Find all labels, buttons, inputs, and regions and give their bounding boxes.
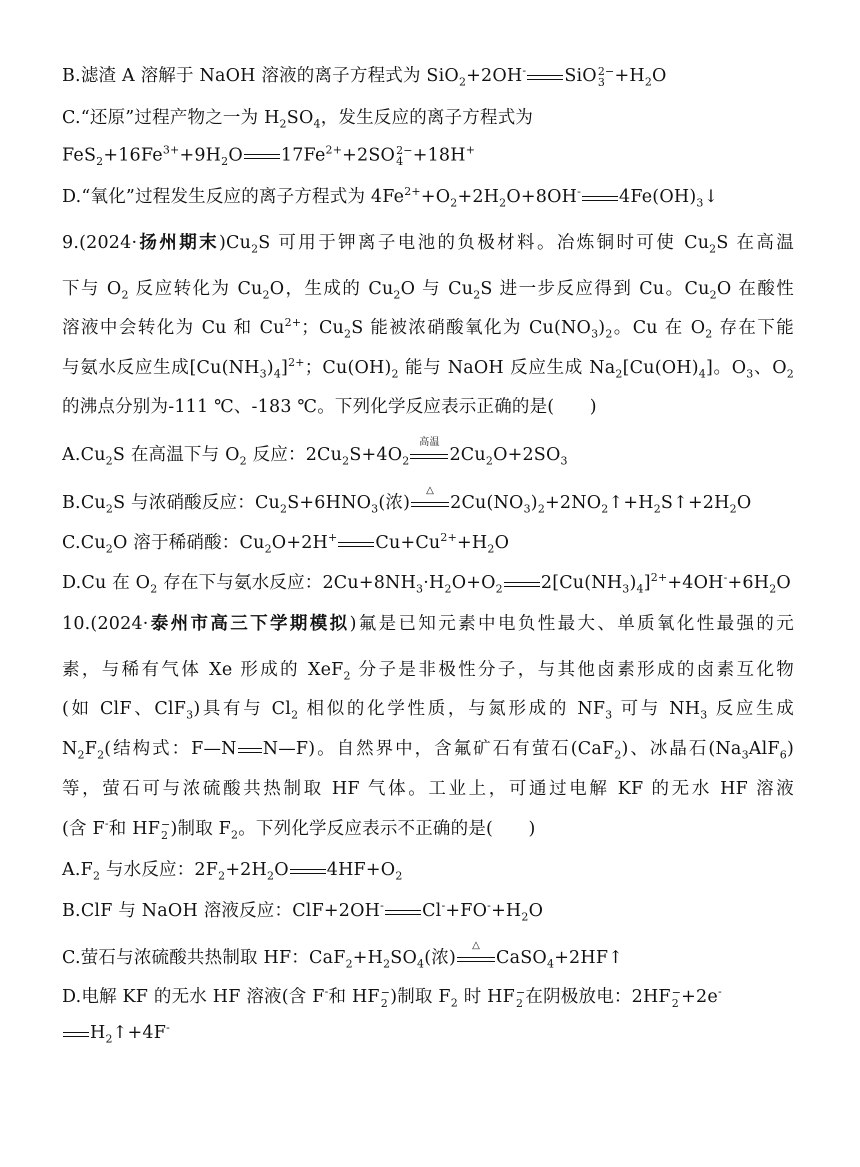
question-9-stem-line4: 与氨水反应生成$[Cu(NH_3)_4]^{2+}$；$Cu(OH)_2$ 能与 NaOH 反应生成 $Na_2[Cu(OH)_4]$。$O_3$、$O_2$ [62, 356, 794, 381]
option-8c-line1: C.“还原”过程产物之一为 $H_2SO_4$，发生反应的离子方程式为 [62, 108, 534, 131]
question-9-stem-line1: 9.(2024·扬州期末)$Cu_2S$ 可用于钾离子电池的负极材料。冶炼铜时可使 $Cu_2S$ 在高温 [62, 233, 794, 256]
option-10d-line1: D.电解 KF 的无水 HF 溶液(含 F-和 HF − 2 )制取 $F_2$ 时 HF − 2 在阴极放电：2HF − 2 +2e- [62, 985, 722, 1010]
reaction-condition-high-temp: 高温 [419, 436, 440, 448]
option-9b: $B.Cu_2S$ 与浓硝酸反应：$Cu_2S+6HNO_3$(浓) △ $2Cu(NO_3)_2+2NO_2↑+H_2S↑+2H_2O$ [62, 484, 752, 516]
option-10c: C.萤石与浓硫酸共热制取 HF：$CaF_2+H_2SO_4$(浓) △ CaSO$_4$+2HF↑ [62, 939, 624, 971]
reaction-condition-heat: △ [426, 484, 435, 496]
option-10b: B.ClF 与 NaOH 溶液反应：ClF+2OH- $Cl^-+FO^-+H_2O$ [62, 899, 544, 924]
option-8c-line2: $FeS_2+16Fe^{3+}+9H_2O$ $17Fe^{2+}+2SO$ 2− 4 +18H+ [62, 143, 476, 168]
question-10-stem-line6: (含 F-和 HF − 2 )制取 $F_2$。下列化学反应表示不正确的是( ) [62, 817, 536, 842]
question-9-stem-line5: 的沸点分别为-111 ℃、-183 ℃。下列化学反应表示正确的是( ) [62, 397, 597, 417]
option-8d: D.“氧化”过程发生反应的离子方程式为 $4Fe^{2+}+O_2+2H_2O+8OH^-$ $4Fe(OH)_3↓$ [62, 185, 719, 210]
question-10-stem-line5: 等，萤石可与浓硫酸共热制取 HF 气体。工业上，可通过电解 KF 的无水 HF 溶液 [62, 779, 794, 799]
option-9d: D.Cu 在 $O_2$ 存在下与氨水反应：$2Cu+8NH_3\cdot H_2O+O_2$ $2[Cu(NH_3)_4]^{2+}+4OH^-+6H_2O$ [62, 571, 791, 596]
option-9a: $A.Cu_2S$ 在高温下与 $O_2$ 反应：$2Cu_2S+4O_2$ 高温 $2Cu_2O+2SO_3$ [62, 436, 568, 468]
option-9c: $C.Cu_2O$ 溶于稀硝酸：$Cu_2O+2H^+$ $Cu+Cu^{2+}+H_2O$ [62, 531, 510, 556]
question-9-stem-line3: 溶液中会转化为 Cu 和 $Cu^{2+}$；$Cu_2S$ 能被浓硝酸氧化为 $Cu(NO_3)_2$。Cu 在 $O_2$ 存在下能 [62, 316, 794, 341]
option-8b: B.滤渣 A 溶解于 NaOH 溶液的离子方程式为 SiO$_2$+2OH- SiO 2− 3 $+H_2O$ [62, 64, 667, 89]
option-10a: $A.F_2$ 与水反应：$2F_2+2H_2O$ $4HF+O_2$ [62, 860, 403, 883]
reaction-condition-heat: △ [472, 939, 480, 951]
question-9-stem-line2: 下与 $O_2$ 反应转化为 $Cu_2O$，生成的 $Cu_2O$ 与 $Cu_2S$ 进一步反应得到 Cu。$Cu_2O$ 在酸性 [62, 279, 794, 302]
question-10-stem-line1: 10.(2024·泰州市高三下学期模拟)氟是已知元素中电负性最大、单质氧化性最强的元 [62, 614, 794, 634]
question-10-stem-line2: 素，与稀有气体 Xe 形成的 XeF$_2$ 分子是非极性分子，与其他卤素形成的卤素互化物 [62, 660, 794, 683]
question-10-stem-line4: $N_2F_2$(结构式：F—N N—F)。自然界中，含氟矿石有萤石(CaF$_2$)、冰晶石$(Na_3AlF_6)$ [62, 739, 794, 762]
question-10-stem-line3: (如 ClF、ClF$_3$)具有与 $Cl_2$ 相似的化学性质，与氮形成的 $NF_3$ 可与 $NH_3$ 反应生成 [62, 699, 794, 722]
option-10d-line2: $H_2↑+4F^-$ [62, 1023, 170, 1043]
